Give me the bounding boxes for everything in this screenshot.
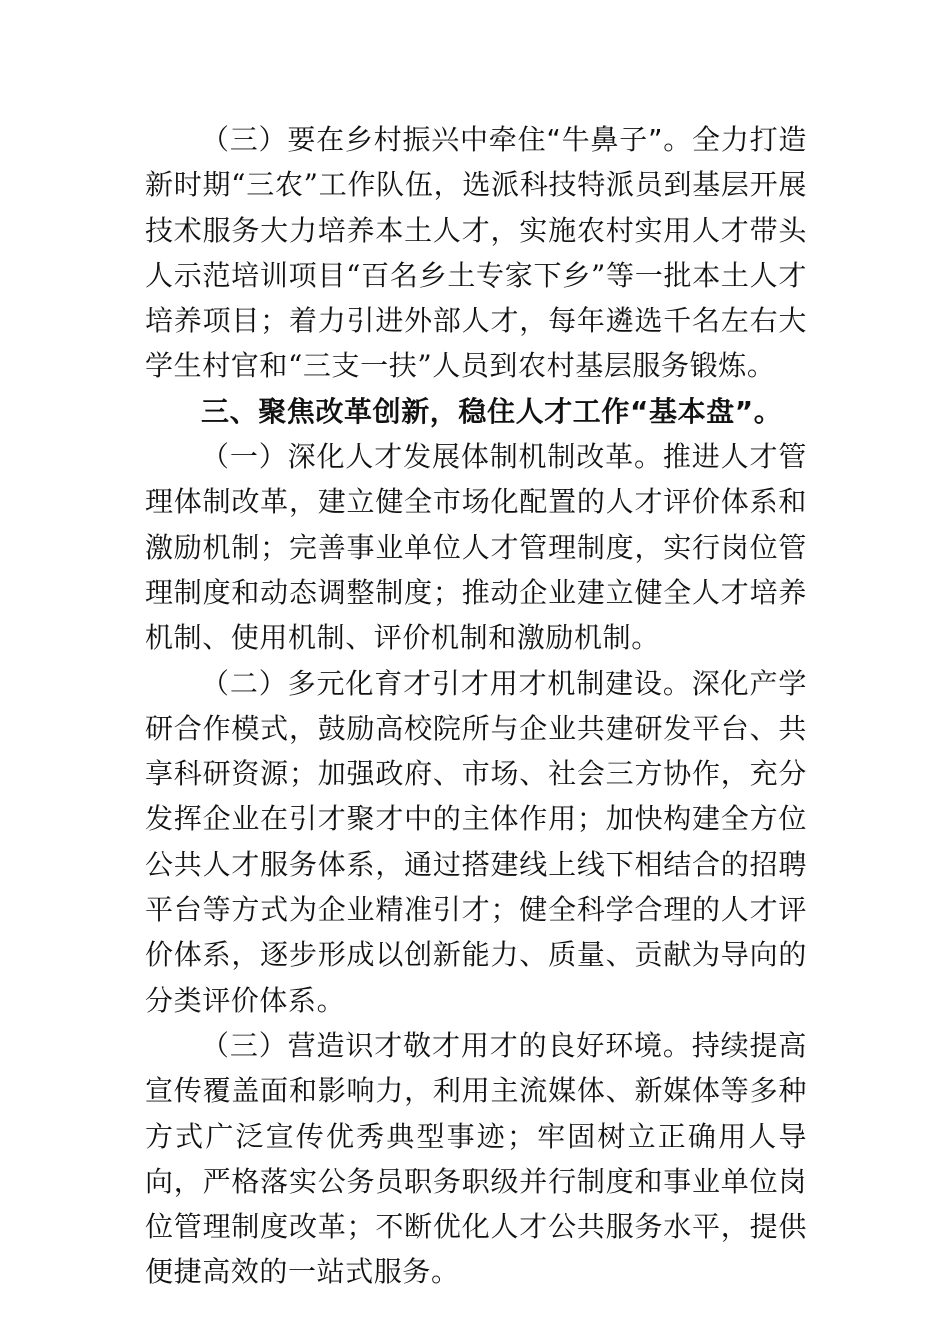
paragraph-environment bbox=[145, 1023, 807, 1295]
paragraph-text: 全力打造新时期“三农”工作队伍，选派科技特派员到基层开展技术服务大力培养本土人才，实施农村实用人才带头人示范培训项目“百名乡土专家下乡”等一批本土人才培养项目；着力引进外部人才，每年遴选千名左右大学生村官和“三支一扶”人员到农村基层服务锻炼。 bbox=[145, 123, 807, 383]
paragraph-lead: （一）深化人才发展体制机制改革。 bbox=[201, 440, 663, 474]
document-body bbox=[145, 117, 807, 1295]
paragraph-rural-revitalization bbox=[145, 117, 807, 389]
paragraph-lead: （三）要在乡村振兴中牵住“牛鼻子”。 bbox=[201, 123, 693, 156]
paragraph-text: 推进人才管理体制改革，建立健全市场化配置的人才评价体系和激励机制；完善事业单位人才管理制度，实行岗位管理制度和动态调整制度；推动企业建立健全人才培养机制、使用机制、评价机制和激励机制。 bbox=[145, 440, 807, 655]
paragraph-text: 持续提高宣传覆盖面和影响力，利用主流媒体、新媒体等多种方式广泛宣传优秀典型事迹；牢固树立正确用人导向，严格落实公务员职务职级并行制度和事业单位岗位管理制度改革；不断优化人才公共服务水平，提供便捷高效的一站式服务。 bbox=[145, 1028, 808, 1289]
paragraph-text: 深化产学研合作模式，鼓励高校院所与企业共建研发平台、共享科研资源；加强政府、市场、社会三方协作，充分发挥企业在引才聚才中的主体作用；加快构建全方位公共人才服务体系，通过搭建线上线下相结合的招聘平台等方式为企业精准引才；健全科学合理的人才评价体系，逐步形成以创新能力、质量、贡献为导向的分类评价体系。 bbox=[145, 666, 808, 1017]
paragraph-institutional-reform bbox=[145, 434, 807, 660]
paragraph-talent-mechanism bbox=[145, 661, 807, 1023]
paragraph-lead: （二）多元化育才引才用才机制建设。 bbox=[201, 666, 692, 700]
paragraph-lead: （三）营造识才敬才用才的良好环境。 bbox=[201, 1028, 692, 1062]
section-heading: 三、聚焦改革创新，稳住人才工作“基本盘”。 bbox=[201, 394, 783, 428]
